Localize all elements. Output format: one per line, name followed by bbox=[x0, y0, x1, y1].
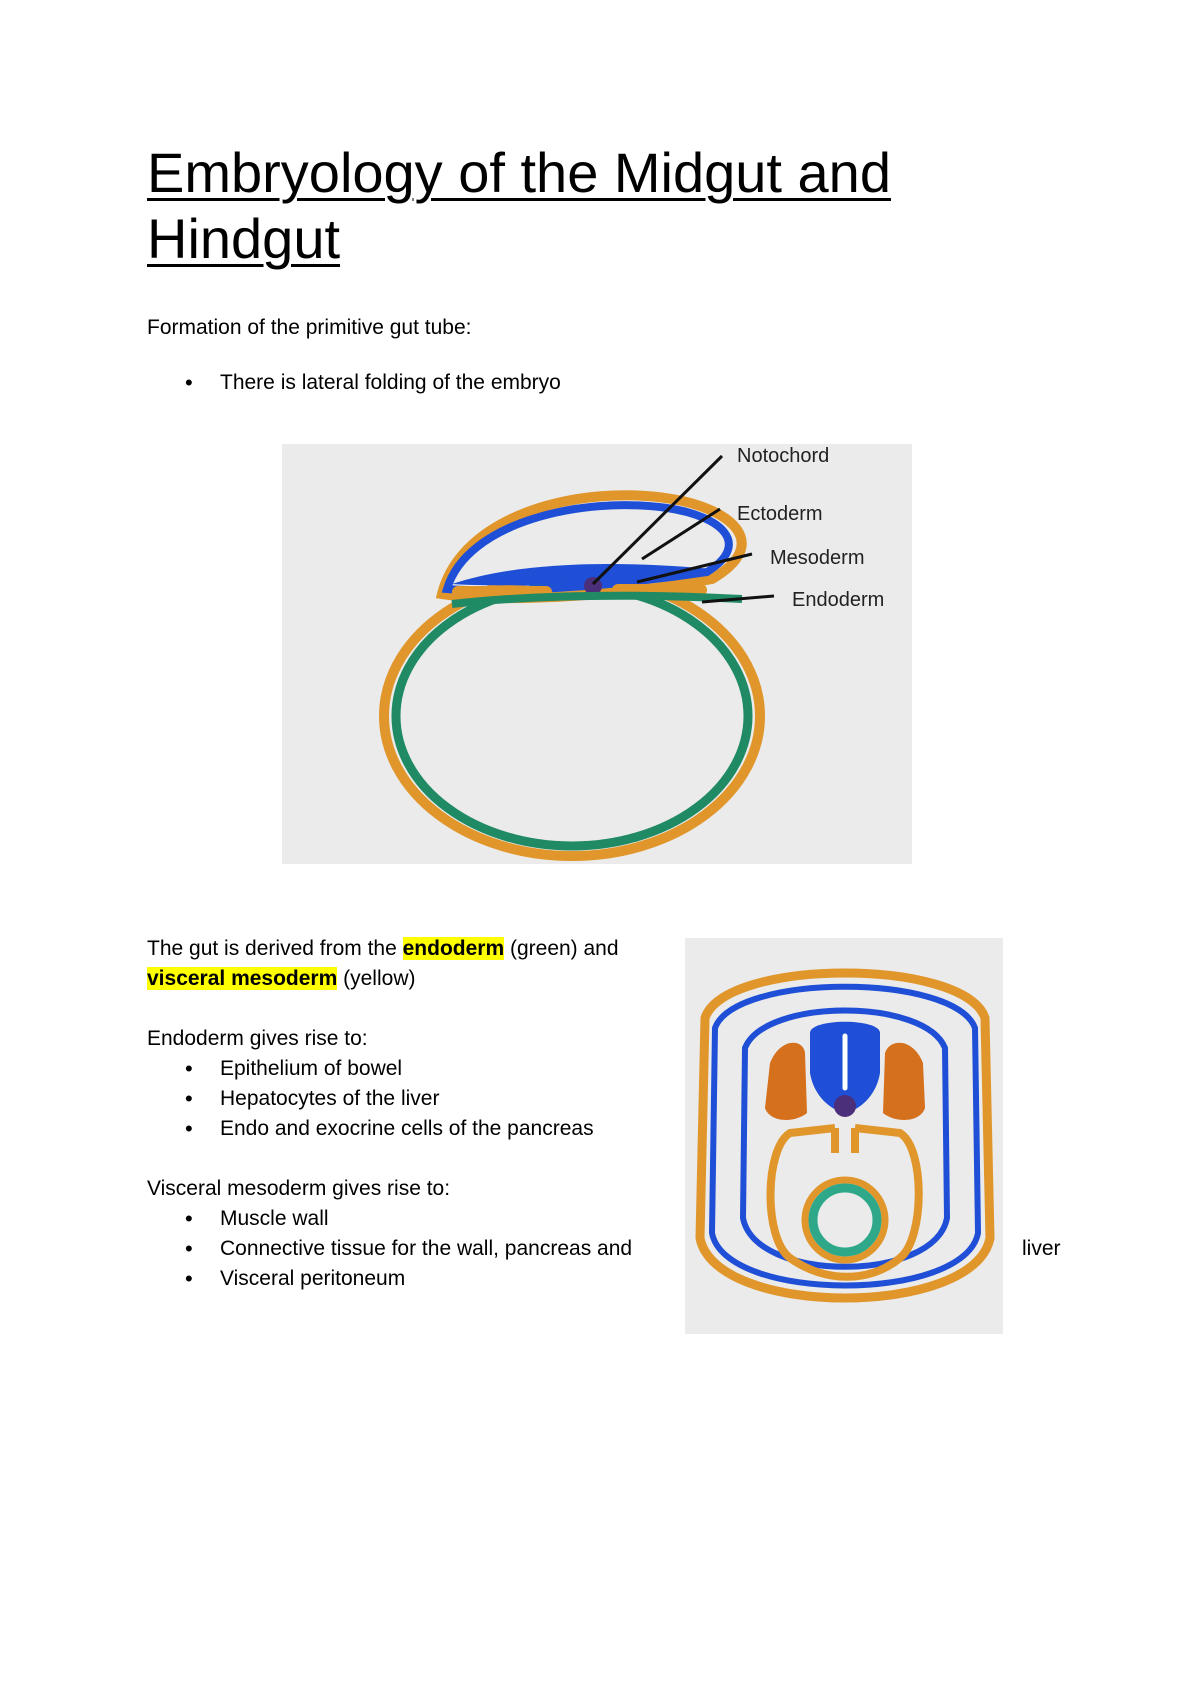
mesoderm-list bbox=[147, 1204, 632, 1294]
notochord-dot-2 bbox=[834, 1095, 856, 1117]
endoderm-heading: Endoderm gives rise to: bbox=[147, 1027, 368, 1050]
label-mesoderm: Mesoderm bbox=[770, 547, 865, 569]
cross-section-svg bbox=[685, 938, 1003, 1334]
list-item: • Endo and exocrine cells of the pancreas bbox=[147, 1114, 594, 1144]
wrapped-word-liver: liver bbox=[1022, 1237, 1061, 1260]
list-item: • There is lateral folding of the embryo bbox=[147, 368, 561, 398]
bullet-list-folding bbox=[147, 368, 561, 398]
gut-derivation-intro bbox=[147, 934, 667, 994]
label-notochord: Notochord bbox=[737, 445, 830, 467]
endoderm-list bbox=[147, 1054, 594, 1144]
intro-text-3: (yellow) bbox=[337, 967, 416, 990]
highlight-endoderm: endoderm bbox=[402, 937, 505, 960]
cross-section-diagram bbox=[685, 938, 1003, 1334]
highlight-visceral-mesoderm: visceral mesoderm bbox=[147, 967, 338, 990]
document-title: Embryology of the Midgut and Hindgut bbox=[147, 141, 891, 270]
intro-text-1: The gut is derived from the bbox=[147, 937, 403, 960]
list-item: • Hepatocytes of the liver bbox=[147, 1084, 594, 1114]
intro-text-2: (green) and bbox=[504, 937, 619, 960]
label-ectoderm: Ectoderm bbox=[737, 503, 823, 525]
mesoderm-heading: Visceral mesoderm gives rise to: bbox=[147, 1177, 451, 1200]
label-endoderm: Endoderm bbox=[792, 589, 885, 611]
list-item: • Epithelium of bowel bbox=[147, 1054, 594, 1084]
folding-diagram-svg bbox=[282, 444, 912, 864]
section-heading-gut-tube: Formation of the primitive gut tube: bbox=[147, 316, 472, 339]
list-item: • Connective tissue for the wall, pancreas and bbox=[147, 1234, 632, 1264]
lateral-folding-diagram bbox=[282, 444, 912, 864]
list-item: • Muscle wall bbox=[147, 1204, 632, 1234]
list-item: • Visceral peritoneum bbox=[147, 1264, 632, 1294]
